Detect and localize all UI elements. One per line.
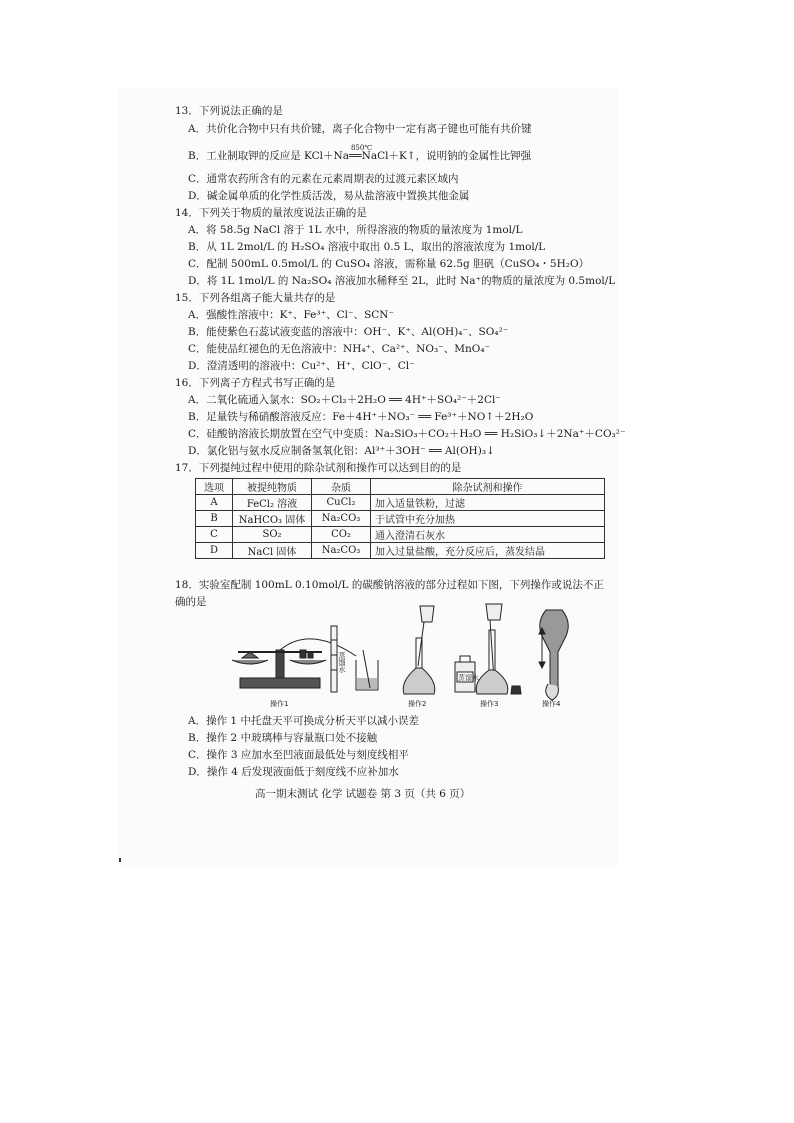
q14-stem: 14．下列关于物质的量浓度说法正确的是	[175, 207, 367, 219]
q18-option-c: C．操作 3 应加水至凹液面最低处与刻度线相平	[188, 749, 409, 761]
q18-figure	[228, 600, 588, 712]
q13-option-b	[188, 144, 532, 163]
q18-option-d: D．操作 4 后发现液面低于刻度线不应补加水	[188, 766, 399, 778]
cell-impurity: Na₂CO₃	[312, 543, 371, 559]
bottle-label: 蒸馏水	[458, 674, 479, 682]
q13-b-left: B．工业制取钾的反应是 KCl＋Na	[188, 150, 349, 162]
q16-option-c: C．硅酸钠溶液长期放置在空气中变质：Na₂SiO₃＋CO₂＋H₂O ══ H₂SiO₃↓＋2Na⁺＋CO₃²⁻	[188, 428, 626, 440]
q18-option-a: A．操作 1 中托盘天平可换成分析天平以减小误差	[188, 715, 419, 727]
table-row	[196, 495, 605, 511]
water-label: 蒸馏水	[338, 652, 346, 673]
cell-option: A	[196, 495, 233, 511]
cell-impurity: CuCl₂	[312, 495, 371, 511]
operation-4-label: 操作4	[542, 700, 561, 708]
q18-option-b: B．操作 2 中玻璃棒与容量瓶口处不接触	[188, 732, 378, 744]
q16-option-a: A．二氧化硫通入氯水：SO₂＋Cl₂＋2H₂O ══ 4H⁺＋SO₄²⁻＋2Cl⁻	[188, 394, 501, 406]
q18-stem-line1: 18．实验室配制 100mL 0.10mol/L 的碳酸钠溶液的部分过程如下图，下列操作或说法不正	[175, 579, 604, 591]
q15-option-d: D．澄清透明的溶液中：Cu²⁺、H⁺、ClO⁻、Cl⁻	[188, 360, 415, 372]
q16-option-d: D．氯化铝与氨水反应制备氢氧化铝：Al³⁺＋3OH⁻ ══ Al(OH)₃↓	[188, 445, 495, 457]
scan-mark	[119, 858, 121, 862]
condition-temperature: 850℃	[350, 144, 373, 152]
table-row	[196, 527, 605, 543]
cell-impurity: Na₂CO₃	[312, 511, 371, 527]
cell-method: 加入适量铁粉，过滤	[371, 495, 605, 511]
q15-stem: 15．下列各组离子能大量共存的是	[175, 292, 336, 304]
q13-option-d: D．碱金属单质的化学性质活泼，易从盐溶液中置换其他金属	[188, 190, 470, 202]
col-header-method: 除杂试剂和操作	[371, 479, 605, 495]
page-footer: 高一期末测试 化学 试题卷 第 3 页（共 6 页）	[255, 788, 471, 800]
q14-option-d: D．将 1L 1mol/L 的 Na₂SO₄ 溶液加水稀释至 2L，此时 Na⁺的物质的量浓度为 0.5mol/L	[188, 275, 616, 287]
cell-impurity: CO₂	[312, 527, 371, 543]
flask-with-dropper-illustration	[476, 604, 521, 694]
q15-option-a: A．强酸性溶液中：K⁺、Fe³⁺、Cl⁻、SCN⁻	[188, 309, 395, 321]
col-header-option: 选项	[196, 479, 233, 495]
operation-3-label: 操作3	[480, 700, 499, 708]
cell-option: B	[196, 511, 233, 527]
inverting-flask-illustration	[539, 610, 568, 700]
reaction-condition: 850℃ ══	[349, 149, 362, 163]
cell-substance: NaHCO₃ 固体	[233, 511, 312, 527]
q17-table	[195, 478, 605, 559]
q15-option-c: C．能使品红褪色的无色溶液中：NH₄⁺、Ca²⁺、NO₃⁻、MnO₄⁻	[188, 343, 491, 355]
cell-option: D	[196, 543, 233, 559]
col-header-impurity: 杂质	[312, 479, 371, 495]
operation-1-label: 操作1	[270, 700, 289, 708]
table-row	[196, 511, 605, 527]
table-row	[196, 543, 605, 559]
cell-method: 加入过量盐酸，充分反应后，蒸发结晶	[371, 543, 605, 559]
q16-option-b: B．足量铁与稀硝酸溶液反应：Fe＋4H⁺＋NO₃⁻ ══ Fe³⁺＋NO↑＋2H₂O	[188, 411, 534, 423]
cell-option: C	[196, 527, 233, 543]
q13-option-a: A．共价化合物中只有共价键，离子化合物中一定有离子键也可能有共价键	[188, 123, 532, 135]
q14-option-c: C．配制 500mL 0.5mol/L 的 CuSO₄ 溶液，需称量 62.5g 胆矾（CuSO₄・5H₂O）	[188, 258, 590, 270]
cell-substance: SO₂	[233, 527, 312, 543]
q13-option-c: C．通常农药所含有的元素在元素周期表的过渡元素区域内	[188, 173, 459, 185]
q13-stem: 13．下列说法正确的是	[175, 105, 283, 117]
q17-stem: 17．下列提纯过程中使用的除杂试剂和操作可以达到目的的是	[175, 462, 462, 474]
operation-2-label: 操作2	[408, 700, 427, 708]
reagent-bottle-illustration	[455, 656, 479, 692]
q18-stem-line2: 确的是	[175, 596, 207, 608]
col-header-substance: 被提纯物质	[233, 479, 312, 495]
q15-option-b: B．能使紫色石蕊试液变蓝的溶液中：OH⁻、K⁺、Al(OH)₄⁻、SO₄²⁻	[188, 326, 509, 338]
cell-method: 于试管中充分加热	[371, 511, 605, 527]
q14-option-a: A．将 58.5g NaCl 溶于 1L 水中，所得溶液的物质的量浓度为 1mol/L	[188, 224, 523, 236]
q16-stem: 16．下列离子方程式书写正确的是	[175, 377, 336, 389]
volumetric-flask-transfer-illustration	[403, 606, 435, 694]
q13-b-right: NaCl＋K↑，说明钠的金属性比钾强	[361, 150, 532, 162]
beaker-stirring-illustration	[331, 626, 378, 692]
cell-method: 通入澄清石灰水	[371, 527, 605, 543]
cell-substance: NaCl 固体	[233, 543, 312, 559]
table-header-row	[196, 479, 605, 495]
q14-option-b: B．从 1L 2mol/L 的 H₂SO₄ 溶液中取出 0.5 L，取出的溶液浓度为 1mol/L	[188, 241, 546, 253]
cell-substance: FeCl₂ 溶液	[233, 495, 312, 511]
